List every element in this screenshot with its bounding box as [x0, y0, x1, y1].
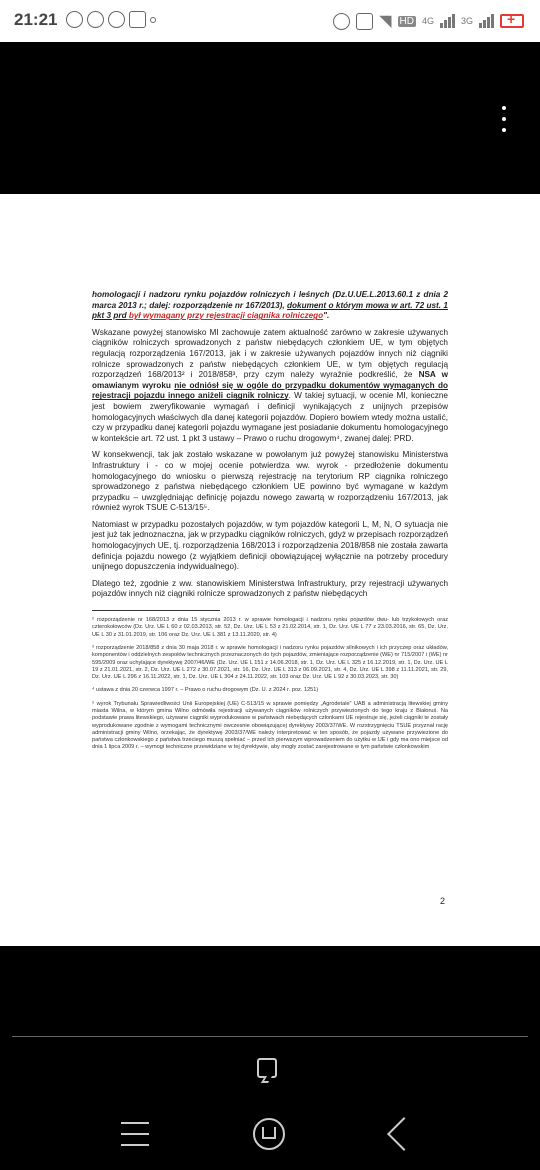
footnote-5: ⁵ wyrok Trybunału Sprawiedliwości Unii Europejskiej (UE) C-513/15 w sprawie pomiędzy „Agrodetale" UAB a administracją litewskiej gminy miasta Wilna, w którym gmina Wilno odmówiła rejestracji używanych ciągników rolniczych przywiezionych do tego kraju z Białoruś. Na podstawie prawa litewskiego, używane ciągniki wyprodukowane w państwach niebędących członkami UE rejestruje się, jeżeli ciągniki te zostały wyprodukowane zgodnie z wymogami technicznymi owczesnie obowiązującej dyrektywy 2003/37/WE. W rozstrzygnięciu TSUE przyznał rację administracji gminy Wilno, orzekając, że dyrektywę 2003/37/WE należy interpretować w ten sposób, że pojazdy używane przywiezione do państwa członkowskiego z państwa trzeciego muszą spełniać – przed ich pierwszym wprowadzeniem do użytku w UE i gdy ma ono miejsce od dnia 1 lipca 2009 r. – wymogi techniczne przewidziane w tej dyrektywie, aby mogły zostać zarejestrowane w tym państwie członkowskim [92, 700, 448, 751]
para0-red: był wymagany przy rejestracji ciągnika rolniczego [126, 311, 324, 321]
alarm-clock-icon [333, 13, 350, 30]
whatsapp-icon [66, 11, 83, 28]
system-icons [333, 11, 524, 31]
paragraph-1 [92, 328, 448, 445]
alarm-icon [108, 11, 125, 28]
home-icon[interactable] [253, 1118, 285, 1150]
footnote-2: ² rozporządzenie nr 168/2013 z dnia 15 stycznia 2013 r. w sprawie homologacji i nadzoru rynku pojazdów dwu- lub trzykołowych oraz czterokołowców (Dz. Urz. UE L 60 z 02.03.2013, str. 52, Dz. Urz. UE L 53 z 21.02.2014, str. 1, Dz. Urz. UE L 77 z 23.03.2016, str. 65, Dz. Urz. UE L 30 z 31.01.2019, str. 106 oraz Dz. Urz. UE L 381 z 13.11.2020, str. 4) [92, 617, 448, 638]
alarm-icon [87, 11, 104, 28]
footnote-4: ⁴ ustawa z dnia 20 czerwca 1997 r. – Prawo o ruchu drogowym (Dz. U. z 2024 r. poz. 1251) [92, 687, 319, 694]
para0-text: homologacji i nadzoru rynku pojazdów rolniczych i leśnych (Dz.U.UE.L.2013.60.1 z dnia 2 marca 2013 r.; dalej: rozporządzenie nr 167/2013), [92, 290, 448, 310]
signal-icon-2 [479, 14, 494, 28]
hd-badge: HD [399, 15, 414, 27]
keyboard-toggle-icon[interactable] [257, 1058, 277, 1078]
paragraph-0 [92, 290, 448, 322]
para1c: nie odniósł się w ogóle do przypadku dokumentów wymaganych do rejestracji pojazdu innego aniżeli ciągnik rolniczy [92, 380, 448, 401]
document-body [92, 290, 448, 758]
status-time: 21:21 [14, 10, 58, 29]
notification-dot-icon [150, 17, 156, 23]
para0-end: ". [323, 311, 330, 321]
paragraph-4: Dlatego też, zgodnie z ww. stanowiskiem Ministerstwa Infrastruktury, przy rejestracji używanych pojazdów innych niż ciągniki rolnicze sprowadzonych z państw niebędących [92, 578, 448, 599]
signal-icon [440, 14, 455, 28]
more-options-icon[interactable] [498, 106, 510, 132]
vibrate-icon [356, 13, 373, 30]
footnote-separator [92, 610, 220, 611]
battery-charging-icon [500, 14, 524, 28]
paragraph-3: Natomiast w przypadku pozostałych pojazdów, w tym pojazdów kategorii L, M, N, O sytuacja nie jest już tak jednoznaczna, jak w przypadku ciągników rolniczych, gdyż w przepisach rozporządzeń homologacyjnych UE, tj. rozporządzenia 168/2013 i rozporządzenia 2018/858 nie została zawarta definicja pojazdu nowego (z wyjątkiem definicji obowiązującej wyłącznie na potrzeby procedury unijnego dopuszczenia indywidualnego). [92, 519, 448, 572]
network-3g-label: 3G [460, 16, 473, 26]
network-4g-label: 4G [421, 16, 434, 26]
back-icon[interactable] [387, 1117, 421, 1151]
page-number: 2 [440, 896, 446, 906]
recent-apps-icon[interactable] [121, 1122, 149, 1146]
paragraph-2: W konsekwencji, tak jak zostało wskazane w powołanym już powyżej stanowisku Ministerstwa Infrastruktury i - co w mojej ocenie potwierdza ww. wyrok - przedłożenie dokumentu homologacyjnego do wniosku o pierwszą rejestrację na terytorium RP ciągnika rolniczego sprowadzonego z państwa niebędącego członkiem UE powinno być wymagane w każdym przypadku – uwzględniając definicję pojazdu nowego zawartą w rozporządzeniu 167/2013, jak również wyrok TSUE C-513/15⁵. [92, 450, 448, 513]
document-page[interactable] [0, 194, 540, 946]
notification-icons [66, 11, 156, 28]
para0-underlined: dokument o którym mowa w art. 72 ust. 1 pkt 3 prd [92, 300, 448, 321]
navigation-bar [0, 946, 540, 1170]
status-bar [0, 0, 540, 42]
viewer-toolbar [0, 42, 540, 194]
para1d: . W takiej sytuacji, w ocenie MI, konieczne jest bowiem zweryfikowanie wymagań i definicji wynikających z unijnych przepisów homologacyjnych właściwych dla danej kategorii pojazdów. Dopiero bowiem wtedy można ustalić, czy w przypadku danej kategorii pojazdu wymagane jest posiadanie dokumentu homologacyjnego w kontekście art. 72 ust. 1 pkt 3 ustawy – Prawo o ruchu drogowym⁴, zwanej dalej: PRD. [92, 391, 448, 443]
para1b: NSA w omawianym wyroku [92, 370, 448, 390]
footnote-3: ³ rozporządzenie 2018/858 z dnia 30 maja 2018 r. w sprawie homologacji i nadzoru rynku pojazdów silnikowych i ich przyczep oraz układów, komponentów i oddzielnych zespołów technicznych przeznaczonych do tych pojazdów, zmieniające rozporządzenie (WE) nr 715/2007 i (WE) nr 595/2009 oraz uchylające dyrektywę 2007/46/WE (Dz. Urz. UE L 151 z 14.06.2018, str. 1, Dz. Urz. UE L 325 z 16.12.2019, str. 1, Dz. Urz. UE L 19 z 21.01.2021, str. 2, Dz. Urz. UE L 272 z 30.07.2021, str. 16, Dz. Urz. UE L 313 z 06.09.2021, str. 4, Dz. Urz. UE L 398 z 11.11.2021, str. 29, Dz. Urz. UE L 296 z 16.11.2022, str. 1, Dz. Urz. UE L 304 z 24.11.2022, str. 103 oraz Dz. Urz. UE L 92 z 30.03.2023, str. 30) [92, 644, 448, 681]
wifi-icon: ◥ [379, 13, 392, 30]
nav-divider [12, 1036, 528, 1037]
image-icon [129, 11, 146, 28]
para1a: Wskazane powyżej stanowisko MI zachowuje zatem aktualność zarówno w zakresie używanych ciągników rolniczych sprowadzonych z państw niebędących członkiem UE, w tym objętych regulacją rozporządzenia 167/2013, jak i w zakresie używanych pojazdów innych niż ciągniki rolnicze sprowadzonych z państw niebędących członkiem UE, w tym objętych regulacją rozporządzeń 168/2013² i 2018/858³, przy czym należy wyraźnie podkreślić, że [92, 327, 448, 380]
